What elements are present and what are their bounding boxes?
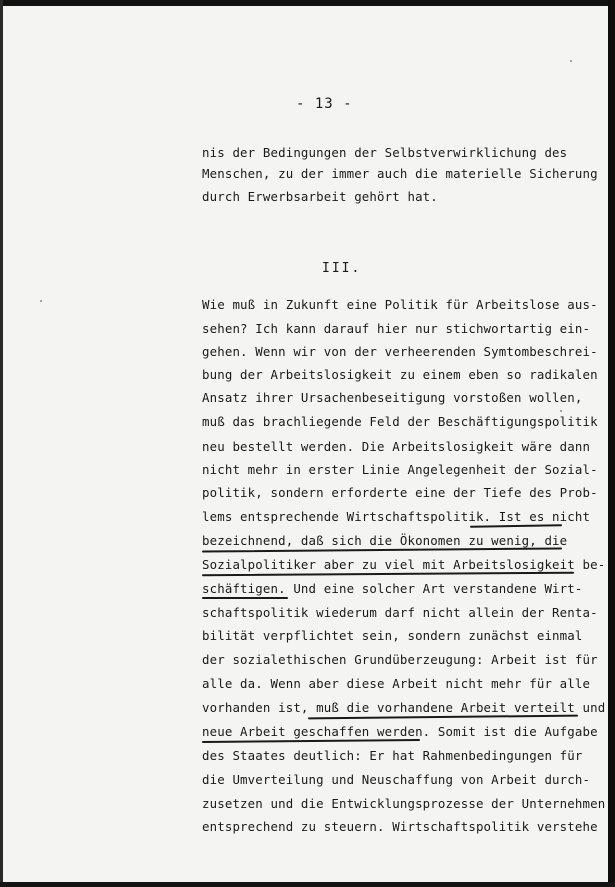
handwritten-underline xyxy=(470,524,562,527)
text-line: schaftspolitik wiederum darf nicht allein der Renta- xyxy=(202,605,598,620)
text-line: sehen? Ich kann darauf hier nur stichwortartig ein- xyxy=(202,321,591,336)
scan-edge-bottom xyxy=(0,882,615,887)
scan-edge-right xyxy=(608,0,615,887)
handwritten-underline xyxy=(202,547,562,552)
scan-speck xyxy=(570,60,572,62)
text-line: Wie muß in Zukunft eine Politik für Arbeitslose aus- xyxy=(202,297,598,312)
text-line: nis der Bedingungen der Selbstverwirklichung des xyxy=(202,145,568,160)
scan-edge-left xyxy=(0,0,3,887)
text-line: neue Arbeit geschaffen werden. Somit ist die Aufgabe xyxy=(202,724,598,739)
text-line: zusetzen und die Entwicklungsprozesse der Unternehmen xyxy=(202,796,606,811)
text-line: muß das brachliegende Feld der Beschäftigungspolitik xyxy=(202,414,598,429)
text-line: durch Erwerbsarbeit gehört hat. xyxy=(202,189,438,204)
text-line: Ansatz ihrer Ursachenbeseitigung vorstoßen wollen, xyxy=(202,390,583,405)
text-line: bung der Arbeitslosigkeit zu einem eben so radikalen xyxy=(202,367,598,382)
text-line: die Umverteilung und Neuschaffung von Arbeit durch- xyxy=(202,772,591,787)
text-line: gehen. Wenn wir von der verheerenden Symtombeschrei- xyxy=(202,344,598,359)
text-line: vorhanden ist, muß die vorhandene Arbeit verteilt und xyxy=(202,700,606,715)
text-line: des Staates deutlich: Er hat Rahmenbedingungen für xyxy=(202,748,583,763)
text-line: entsprechend zu steuern. Wirtschaftspolitik verstehe xyxy=(202,819,598,834)
text-line: lems entsprechende Wirtschaftspolitik. Ist es nicht xyxy=(202,509,591,524)
page-number: - 13 - xyxy=(296,96,353,112)
handwritten-underline xyxy=(202,572,574,576)
text-line: Menschen, zu der immer auch die materielle Sicherung xyxy=(202,166,598,181)
handwritten-underline xyxy=(202,597,288,599)
text-line: bezeichnend, daß sich die Ökonomen zu wenig, die xyxy=(202,533,568,548)
text-line: neu bestellt werden. Die Arbeitslosigkeit wäre dann xyxy=(202,439,591,454)
text-line: nicht mehr in erster Linie Angelegenheit der Sozial- xyxy=(202,462,598,477)
text-line: der sozialethischen Grundüberzeugung: Arbeit ist für xyxy=(202,652,598,667)
text-line: Sozialpolitiker aber zu viel mit Arbeitslosigkeit be- xyxy=(202,557,606,572)
text-line: bilität verpflichtet sein, sondern zunächst einmal xyxy=(202,628,583,643)
scan-speck xyxy=(560,410,562,412)
handwritten-underline xyxy=(202,739,420,742)
text-line: schäftigen. Und eine solcher Art verstandene Wirt- xyxy=(202,581,583,596)
scan-speck xyxy=(40,300,42,302)
text-line: alle da. Wenn aber diese Arbeit nicht mehr für alle xyxy=(202,676,591,691)
text-line: politik, sondern erforderte eine der Tiefe des Prob- xyxy=(202,485,598,500)
scan-edge-top xyxy=(0,0,615,6)
section-heading: III. xyxy=(322,261,362,276)
handwritten-underline xyxy=(308,715,578,719)
